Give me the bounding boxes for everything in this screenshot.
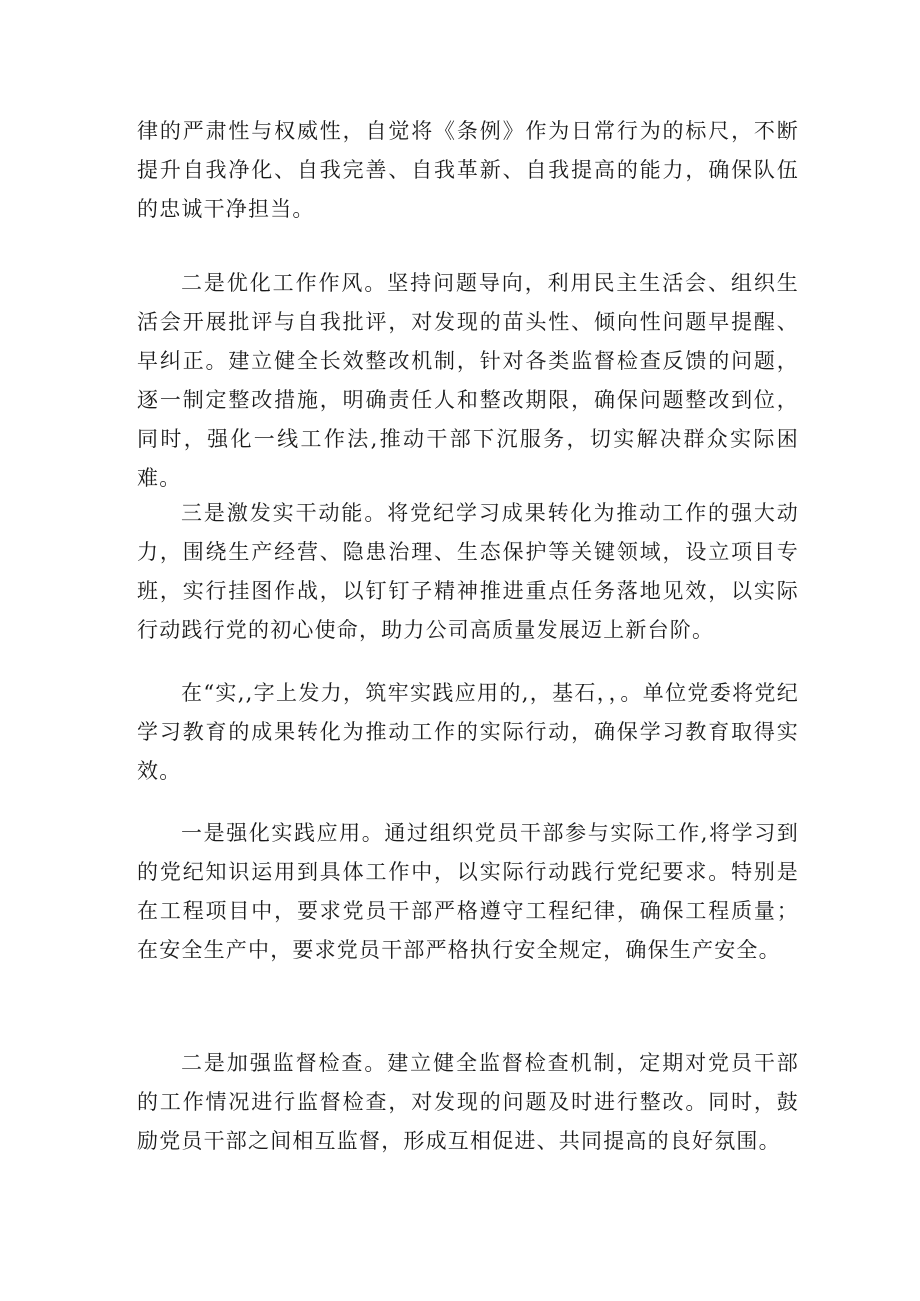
paragraph-strengthen-supervision: 二是加强监督检查。建立健全监督检查机制，定期对党员干部的工作情况进行监督检查，对发现的问题及时进行整改。同时，鼓励党员干部之间相互监督，形成互相促进、共同提高的良好氛围。 bbox=[137, 1051, 799, 1153]
paragraph-optimize-work-style: 二是优化工作作风。坚持问题导向，利用民主生活会、组织生活会开展批评与自我批评，对发现的苗头性、倾向性问题早提醒、早纠正。建立健全长效整改机制，针对各类监督检查反馈的问题，逐一制定整改措施，明确责任人和整改期限，确保问题整改到位，同时，强化一线工作法,推动干部下沉服务，切实解决群众实际困难。 bbox=[137, 271, 799, 490]
paragraph-continuation: 律的严肃性与权威性，自觉将《条例》作为日常行为的标尺，不断提升自我净化、自我完善、自我革新、自我提高的能力，确保队伍的忠诚干净担当。 bbox=[137, 119, 799, 221]
paragraph-practice-section-intro: 在“实,,字上发力，筑牢实践应用的,，基石，，。单位党委将党纪学习教育的成果转化为推动工作的实际行动，确保学习教育取得实效。 bbox=[137, 681, 799, 783]
paragraph-stimulate-momentum: 三是激发实干动能。将党纪学习成果转化为推动工作的强大动力，围绕生产经营、隐患治理、生态保护等关键领域，设立项目专班，实行挂图作战，以钉钉子精神推进重点任务落地见效，以实际行动践行党的初心使命，助力公司高质量发展迈上新台阶。 bbox=[137, 501, 799, 642]
paragraph-strengthen-practice: 一是强化实践应用。通过组织党员干部参与实际工作,将学习到的党纪知识运用到具体工作中，以实际行动践行党纪要求。特别是在工程项目中，要求党员干部严格遵守工程纪律，确保工程质量；在安全生产中，要求党员干部严格执行安全规定，确保生产安全。 bbox=[137, 821, 799, 962]
